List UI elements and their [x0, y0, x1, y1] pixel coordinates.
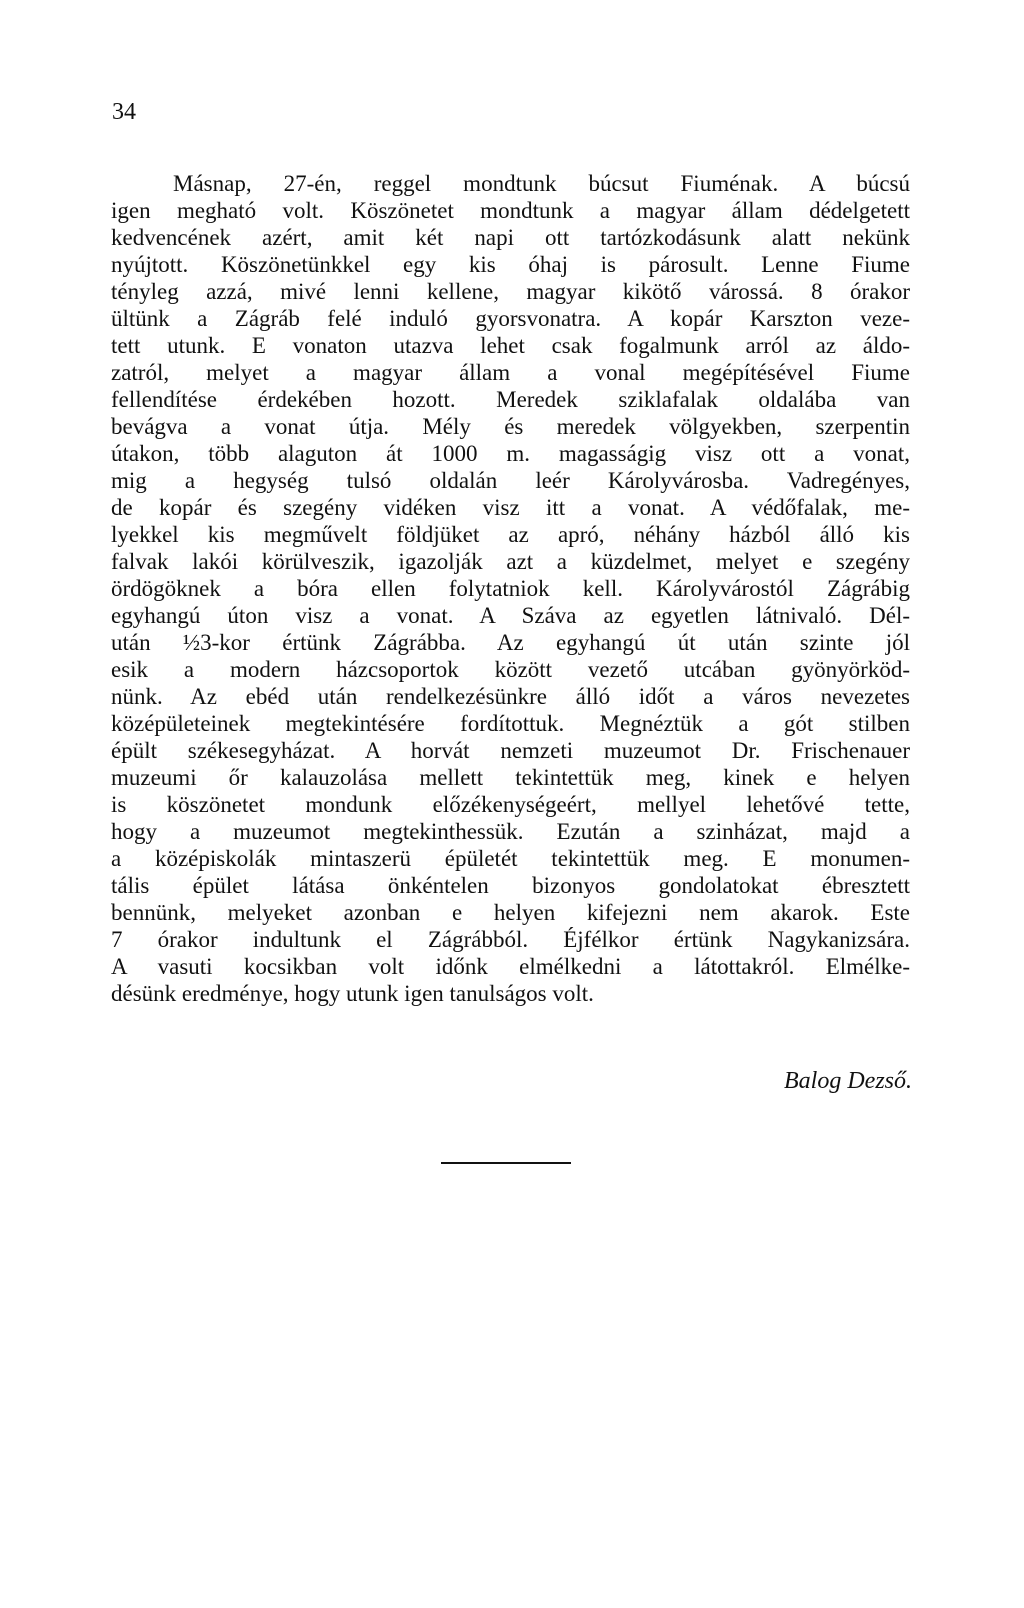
text-line: bevágva a vonat útja. Mély és meredek völgyekben, szerpentin — [111, 414, 910, 439]
text-line: egyhangú úton visz a vonat. A Száva az egyetlen látnivaló. Dél- — [111, 603, 910, 628]
text-line: mig a hegység tulsó oldalán leér Károlyvárosba. Vadregényes, — [111, 468, 910, 493]
text-line: fellendítése érdekében hozott. Meredek sziklafalak oldalába van — [111, 387, 910, 412]
text-line: ültünk a Zágráb felé induló gyorsvonatra. A kopár Karszton veze- — [111, 306, 910, 331]
text-line: falvak lakói körülveszik, igazolják azt a küzdelmet, melyet e szegény — [111, 549, 910, 574]
text-line: zatról, melyet a magyar állam a vonal megépítésével Fiume — [111, 360, 910, 385]
text-line: nyújtott. Köszönetünkkel egy kis óhaj is párosult. Lenne Fiume — [111, 252, 910, 277]
page-number: 34 — [112, 99, 136, 125]
text-line: muzeumi őr kalauzolása mellett tekintettük meg, kinek e helyen — [111, 765, 910, 790]
text-line: a középiskolák mintaszerü épületét tekintettük meg. E monumen- — [111, 846, 910, 871]
text-line: tális épület látása önkéntelen bizonyos gondolatokat ébresztett — [111, 873, 910, 898]
text-line: esik a modern házcsoportok között vezető utcában gyönyörköd- — [111, 657, 910, 682]
text-line: A vasuti kocsikban volt időnk elmélkedni a látottakról. Elmélke- — [111, 954, 910, 979]
text-line: tett utunk. E vonaton utazva lehet csak fogalmunk arról az áldo- — [111, 333, 910, 358]
text-line: Másnap, 27-én, reggel mondtunk búcsut Fiuménak. A búcsú — [173, 171, 910, 196]
text-line: désünk eredménye, hogy utunk igen tanulságos volt. — [111, 981, 594, 1006]
text-line: tényleg azzá, mivé lenni kellene, magyar kikötő várossá. 8 órakor — [111, 279, 910, 304]
author-signature: Balog Dezső. — [784, 1068, 912, 1094]
text-line: kedvencének azért, amit két napi ott tartózkodásunk alatt nekünk — [111, 225, 910, 250]
text-line: bennünk, melyeket azonban e helyen kifejezni nem akarok. Este — [111, 900, 910, 925]
text-line: hogy a muzeumot megtekinthessük. Ezután a szinházat, majd a — [111, 819, 910, 844]
text-line: útakon, több alaguton át 1000 m. magasságig visz ott a vonat, — [111, 441, 910, 466]
text-line: nünk. Az ebéd után rendelkezésünkre álló időt a város nevezetes — [111, 684, 910, 709]
text-line: után ½3-kor értünk Zágrábba. Az egyhangú út után szinte jól — [111, 630, 910, 655]
section-divider — [441, 1162, 571, 1164]
text-line: lyekkel kis megművelt földjüket az apró, néhány házból álló kis — [111, 522, 910, 547]
text-line: 7 órakor indultunk el Zágrábból. Éjfélkor értünk Nagykanizsára. — [111, 927, 910, 952]
text-line: de kopár és szegény vidéken visz itt a vonat. A védőfalak, me- — [111, 495, 910, 520]
text-line: középületeinek megtekintésére fordítottuk. Megnéztük a gót stilben — [111, 711, 910, 736]
text-line: is köszönetet mondunk előzékenységeért, mellyel lehetővé tette, — [111, 792, 910, 817]
text-line: igen megható volt. Köszönetet mondtunk a magyar állam dédelgetett — [111, 198, 910, 223]
text-line: épült székesegyházat. A horvát nemzeti muzeumot Dr. Frischenauer — [111, 738, 910, 763]
body-paragraph — [111, 170, 910, 1007]
text-line: ördögöknek a bóra ellen folytatniok kell. Károlyvárostól Zágrábig — [111, 576, 910, 601]
